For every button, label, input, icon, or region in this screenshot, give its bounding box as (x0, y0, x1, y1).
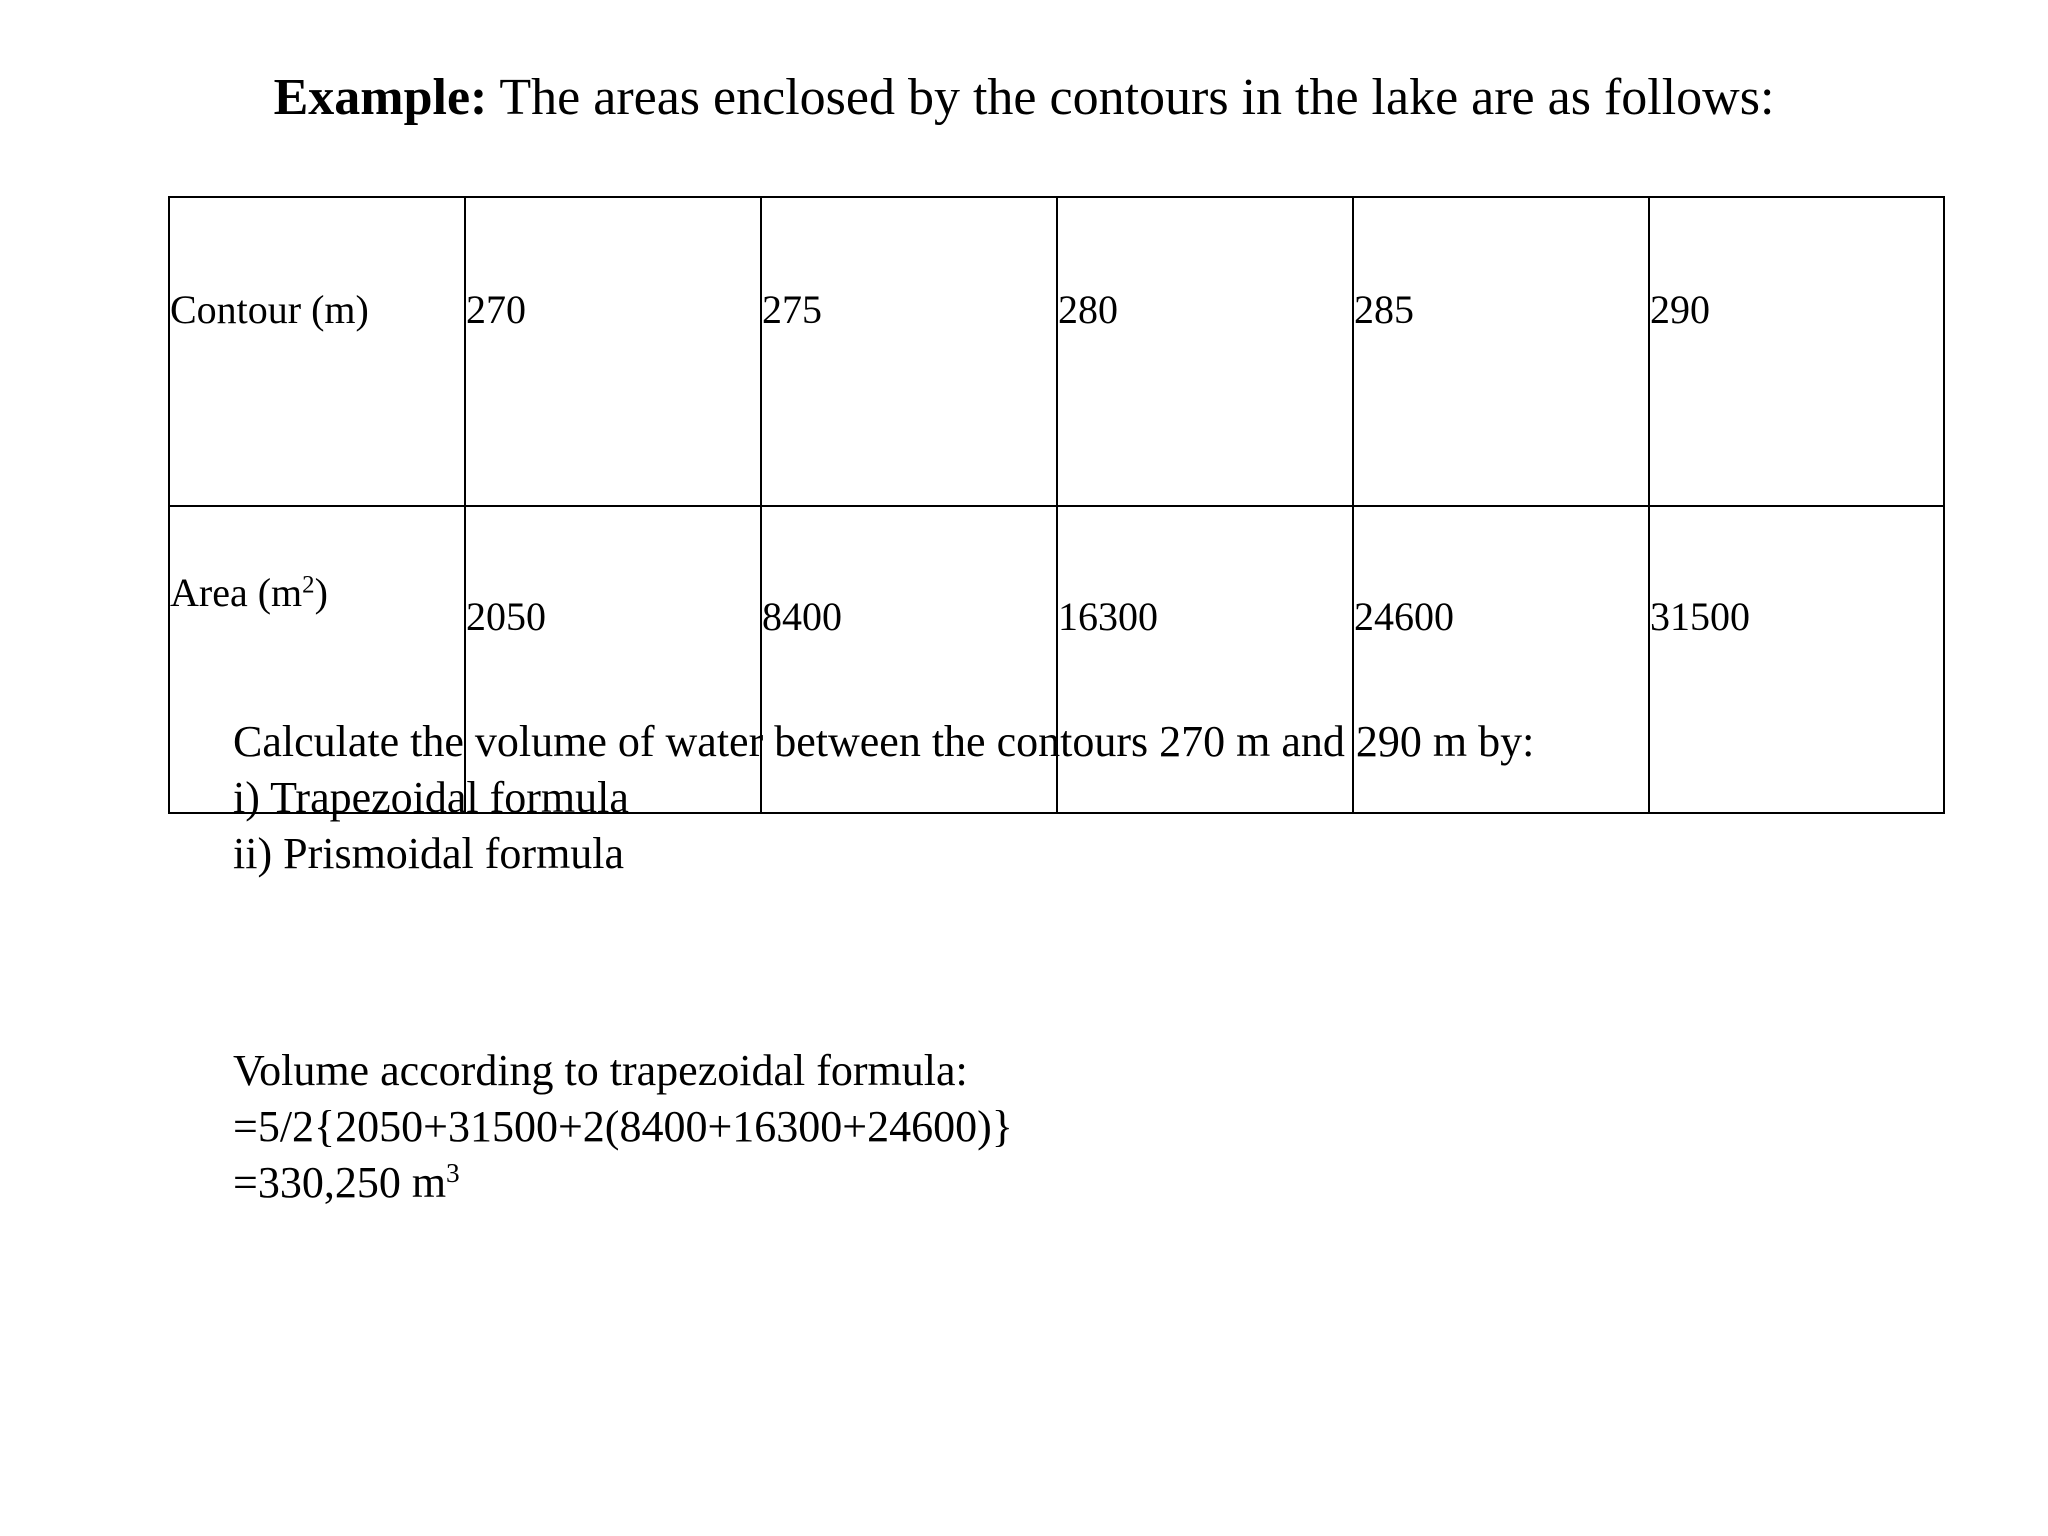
area-value-cell: 2050 (465, 506, 761, 813)
title-bold-prefix: Example: (273, 69, 488, 126)
contour-value-cell: 275 (761, 197, 1057, 506)
solution-heading: Volume according to trapezoidal formula: (233, 1046, 968, 1095)
solution-expression: =5/2{2050+31500+2(8400+16300+24600)} (233, 1102, 1013, 1151)
area-label-text: Area (m (170, 570, 303, 615)
contour-value-cell: 285 (1353, 197, 1649, 506)
question-option-trapezoidal: i) Trapezoidal formula (233, 773, 629, 822)
question-option-prismoidal: ii) Prismoidal formula (233, 829, 625, 878)
area-label-superscript: 2 (302, 571, 315, 599)
solution-result-superscript: 3 (446, 1158, 460, 1188)
area-value-cell: 24600 (1353, 506, 1649, 813)
solution-block (233, 1043, 1013, 1211)
area-value-cell: 31500 (1649, 506, 1944, 813)
row-label-contour: Contour (m) (169, 197, 465, 506)
contour-value-cell: 290 (1649, 197, 1944, 506)
area-value-cell: 16300 (1057, 506, 1353, 813)
solution-result-value: =330,250 m (233, 1158, 447, 1207)
area-value-cell: 8400 (761, 506, 1057, 813)
solution-result (233, 1155, 1013, 1211)
area-label-close: ) (314, 570, 328, 615)
slide-title (0, 66, 2048, 130)
table-row-contour (169, 197, 1944, 506)
question-prompt: Calculate the volume of water between the contours 270 m and 290 m by: (233, 717, 1535, 766)
title-text: The areas enclosed by the contours in the lake are as follows: (487, 69, 1775, 126)
contour-value-cell: 280 (1057, 197, 1353, 506)
question-block (233, 714, 1534, 882)
contour-value-cell: 270 (465, 197, 761, 506)
